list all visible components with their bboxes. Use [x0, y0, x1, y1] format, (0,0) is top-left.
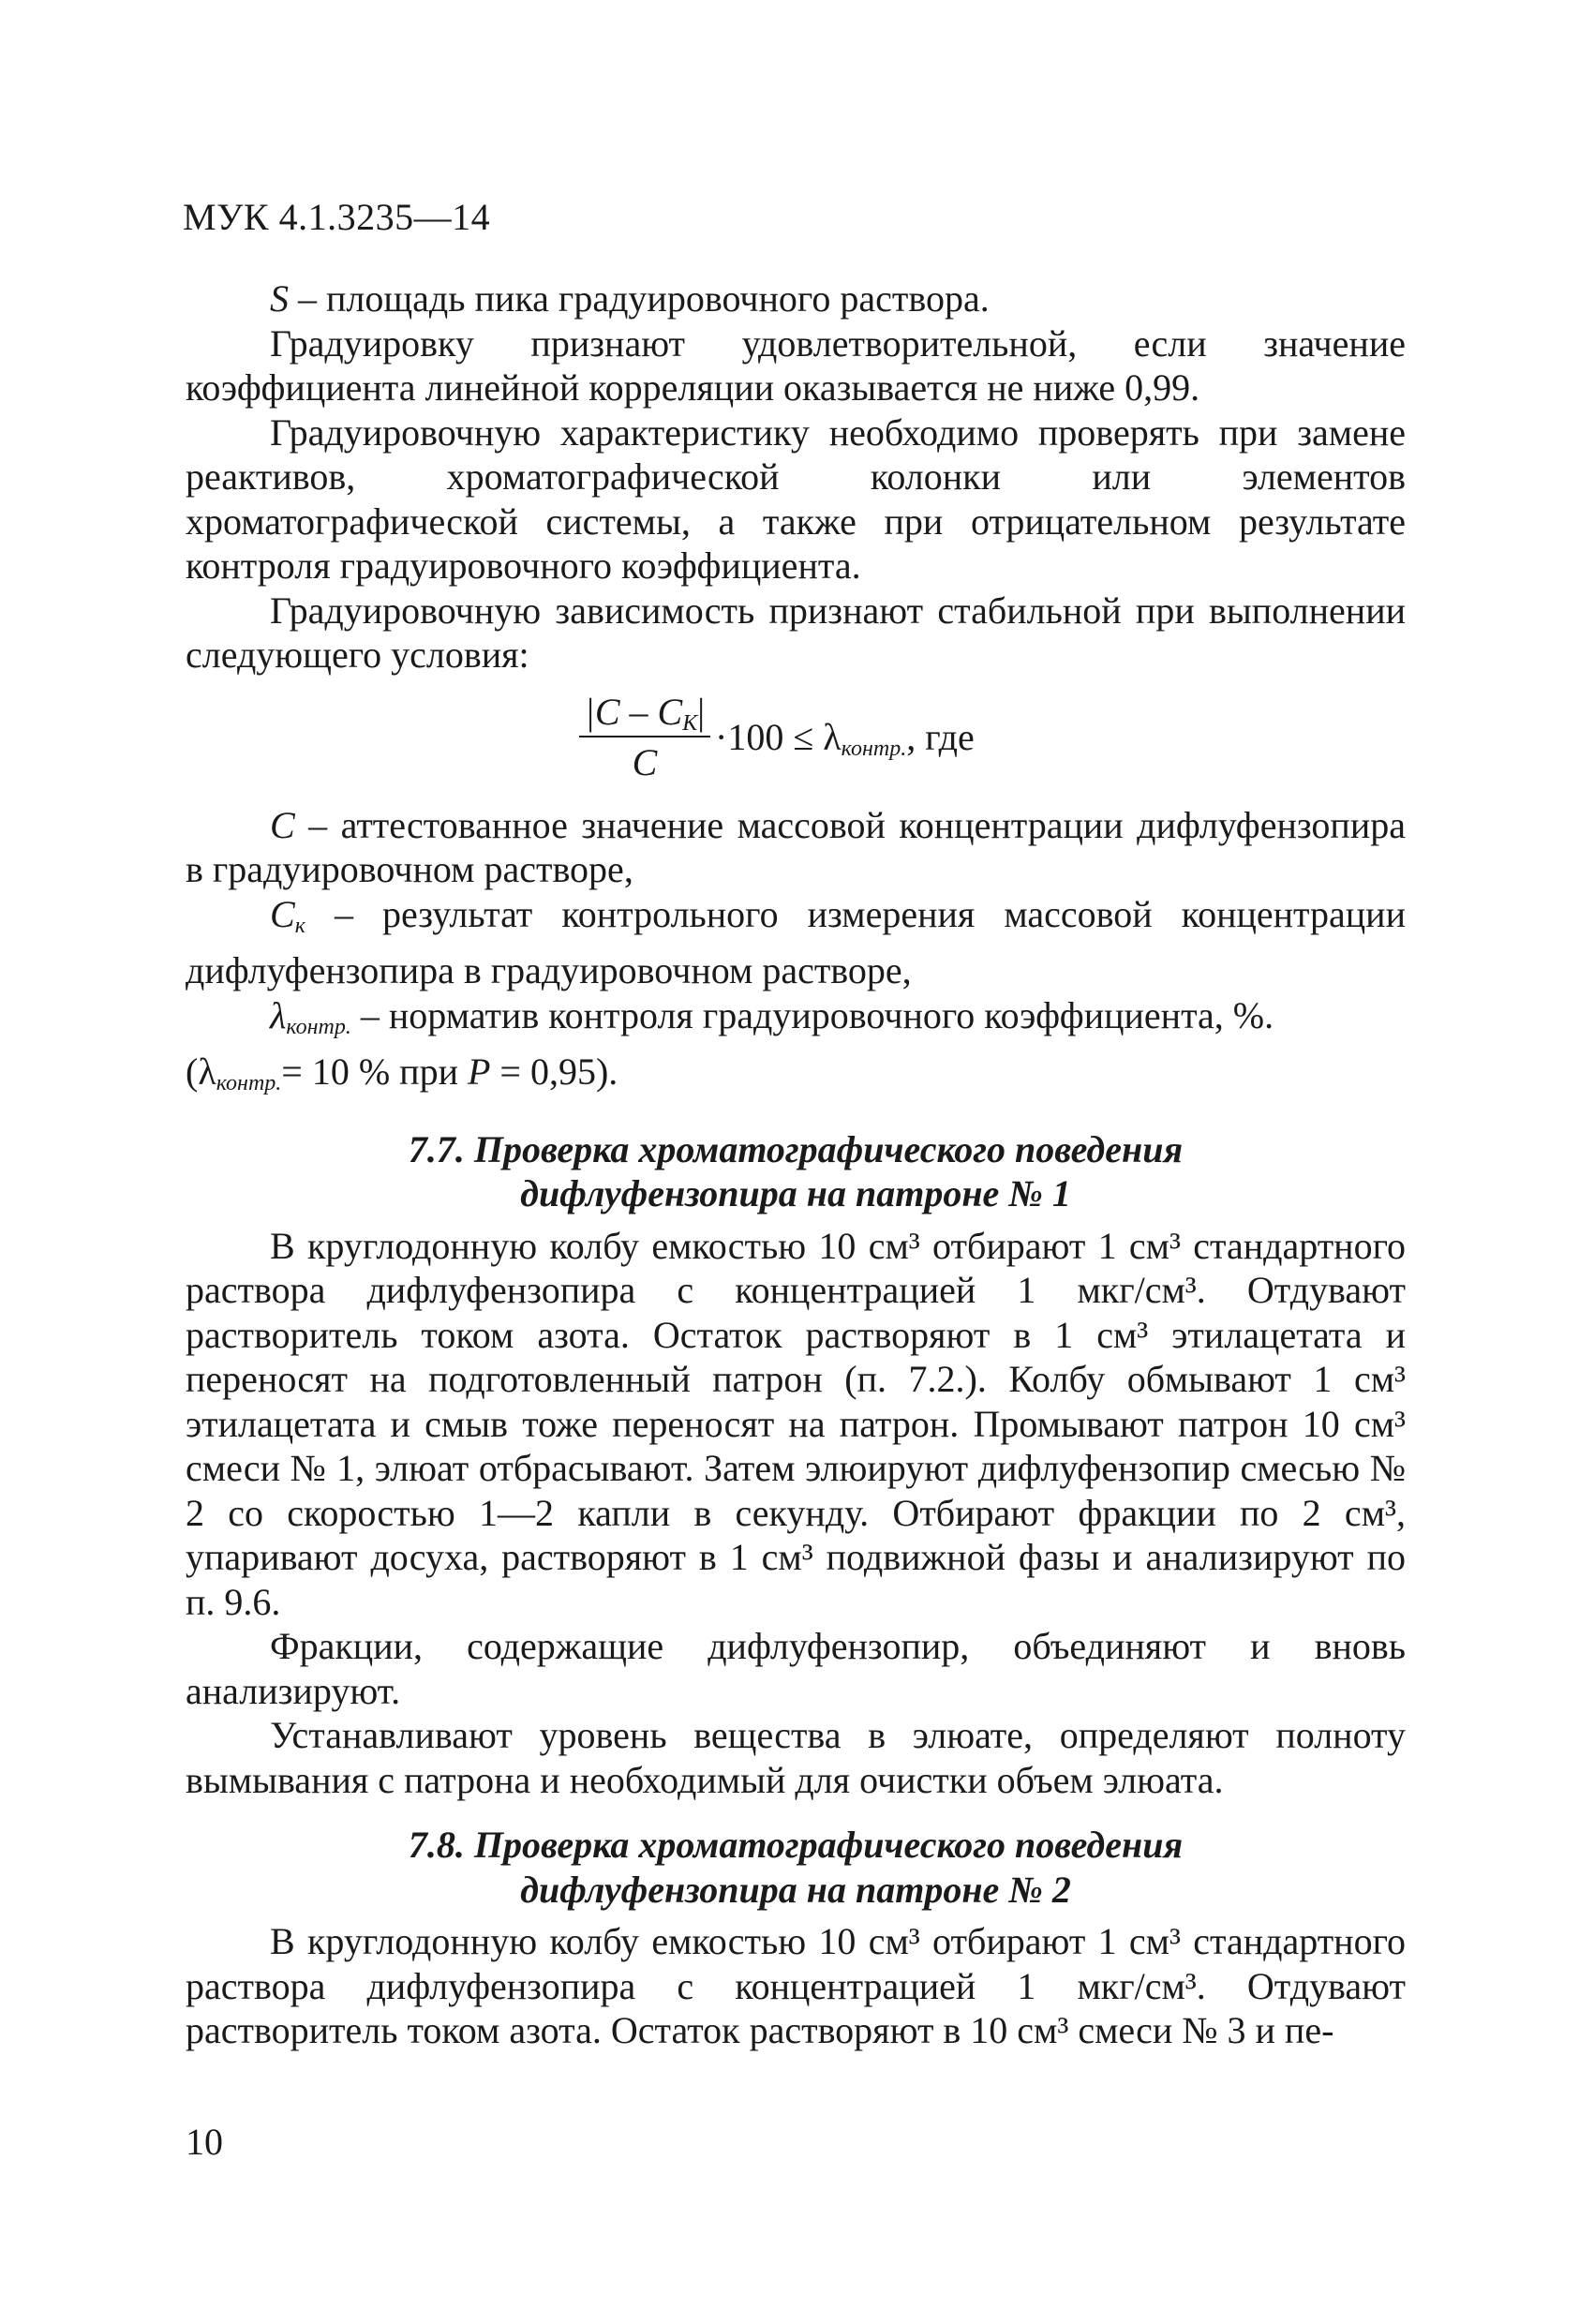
definition-ck: $C_к$ – результат контрольного измерения массовой концентрации дифлуфензопира в градуировочном растворе, [186, 892, 1406, 991]
page-number: 10 [186, 2121, 223, 2163]
formula-numerator: $|C - C_К|$ [579, 689, 710, 737]
section-heading-7-8: 7.8. Проверка хроматографического поведения дифлуфензопира на патроне № 2 [408, 1824, 1184, 1911]
definition-c: C – аттестованное значение массовой концентрации дифлуфензопира в градуировочном растворе, [186, 803, 1406, 890]
paragraph-7-7-procedure: В круглодонную колбу емкостью 10 см³ отбирают 1 см³ стандартного раствора дифлуфензопира с концентрацией 1 мкг/см³. Отдувают растворитель током азота. Остаток растворяют в 1 см³ этилацетата и переносят на подготовленный патрон (п. 7.2.). Колбу обмывают 1 см³ этилацетата и смыв тоже переносят на патрон. Промывают патрон 10 см³ смеси № 1, элюат отбрасывают. Затем элюируют дифлуфензопир смесью № 2 со скоростью 1—2 капли в секунду. Отбирают фракции по 2 см³, упаривают досуха, растворяют в 1 см³ подвижной фазы и анализируют по п. 9.6. [186, 1224, 1406, 1623]
formula-inequality: $\cdot 100 \le \lambda_{контр.}$, где [715, 715, 975, 761]
document-header: МУК 4.1.3235—14 [183, 196, 491, 238]
formula-fraction [579, 689, 710, 784]
symbol-s: S [270, 277, 289, 320]
section-heading-7-7: 7.7. Проверка хроматографического поведения дифлуфензопира на патроне № 1 [408, 1127, 1184, 1214]
paragraph-calibration-acceptance: Градуировку признают удовлетворительной, если значение коэффициента линейной корреляции оказывается не ниже 0,99. [186, 321, 1406, 409]
stability-formula [186, 681, 1406, 794]
paragraph-7-7-fractions: Фракции, содержащие дифлуфензопир, объединяют и вновь анализируют. [186, 1625, 1406, 1712]
formula-denominator: C [632, 740, 658, 783]
paragraph-s-definition: S – площадь пика градуировочного раствора. [270, 277, 990, 320]
paragraph-calibration-check: Градуировочную характеристику необходимо проверять при замене реактивов, хроматографической колонки или элементов хроматографической системы, а также при отрицательном результате контроля градуировочного коэффициента. [186, 410, 1406, 587]
paragraph-7-7-level: Устанавливают уровень вещества в элюате, определяют полноту вымывания с патрона и необходимый для очистки объем элюата. [186, 1714, 1406, 1801]
definition-lambda: $\lambda_{контр.}$ – норматив контроля градуировочного коэффициента, %. [270, 993, 1274, 1039]
document-body [186, 276, 1406, 2053]
definition-lambda-value: ($\lambda_{контр.}= 10$ % при P = 0,95). [186, 1050, 618, 1095]
paragraph-stability-condition: Градуировочную зависимость признают стабильной при выполнении следующего условия: [186, 588, 1406, 676]
paragraph-7-8-procedure: В круглодонную колбу емкостью 10 см³ отбирают 1 см³ стандартного раствора дифлуфензопира с концентрацией 1 мкг/см³. Отдувают растворитель током азота. Остаток растворяют в 10 см³ смеси № 3 и пе- [186, 1920, 1406, 2051]
